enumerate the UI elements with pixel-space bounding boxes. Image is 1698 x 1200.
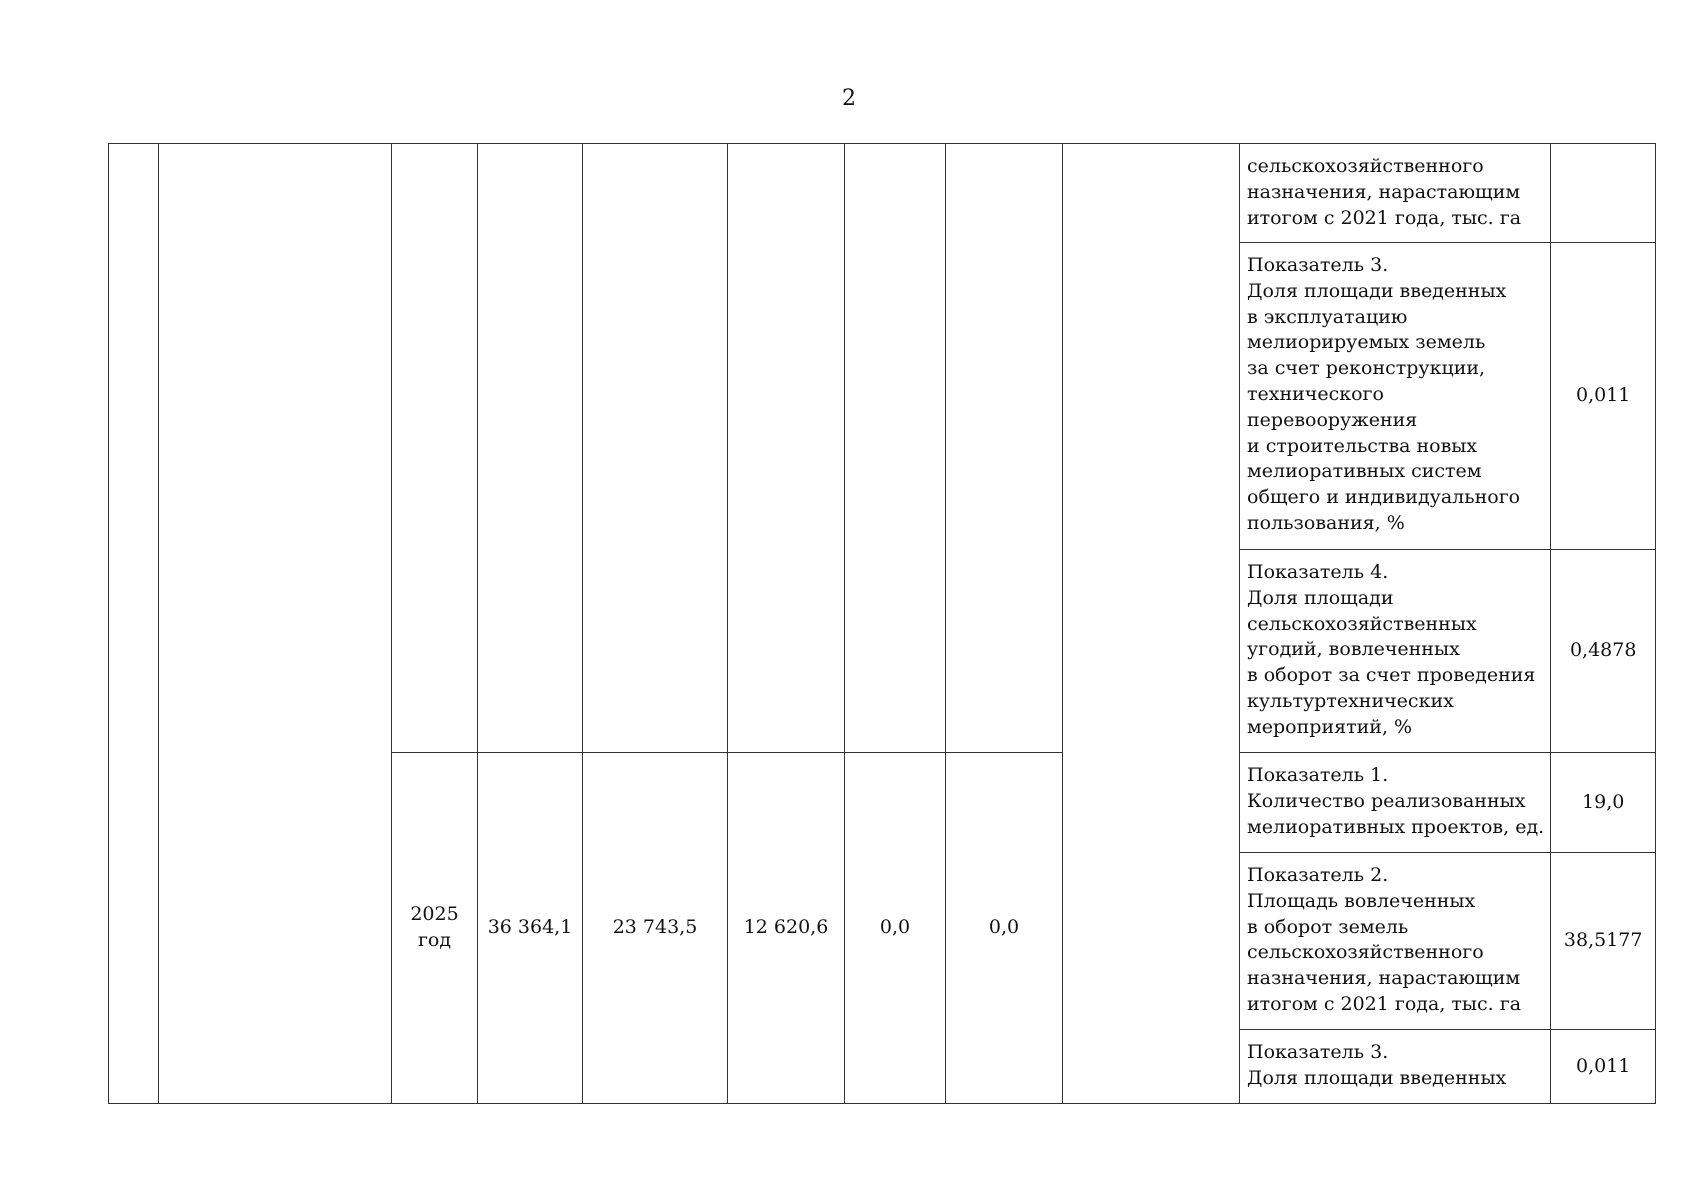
indicator-cell: сельскохозяйственного назначения, нарастающим итогом с 2021 года, тыс. га: [1240, 144, 1551, 243]
indicator-cell: Показатель 1. Количество реализованных мелиоративных проектов, ед.: [1240, 753, 1551, 853]
indicator-value: 0,011: [1551, 1030, 1656, 1104]
indicator-cell: Показатель 3. Доля площади введенных: [1240, 1030, 1551, 1104]
cell-e-prev: [946, 144, 1063, 753]
cell-year-prev: [392, 144, 478, 753]
cell-year-2025: 2025 год: [392, 753, 478, 1104]
cell-total-2025: 36 364,1: [478, 753, 583, 1104]
cell-d-prev: [845, 144, 946, 753]
cell-total-prev: [478, 144, 583, 753]
indicator-value: 0,011: [1551, 243, 1656, 550]
indicator-cell: Показатель 3. Доля площади введенных в эксплуатацию мелиорируемых земель за счет реконструкции, технического перевооружения и строительства новых мелиоративных систем общего и индивидуального пользования, %: [1240, 243, 1551, 550]
page-number: 2: [842, 86, 856, 111]
cell-c-prev: [728, 144, 845, 753]
indicator-cell: Показатель 2. Площадь вовлеченных в оборот земель сельскохозяйственного назначения, нарастающим итогом с 2021 года, тыс. га: [1240, 853, 1551, 1030]
cell-c-2025: 12 620,6: [728, 753, 845, 1104]
program-table: [108, 143, 1656, 1104]
indicator-cell: Показатель 4. Доля площади сельскохозяйственных угодий, вовлеченных в оборот за счет проведения культуртехнических мероприятий, %: [1240, 550, 1551, 753]
indicator-value: 19,0: [1551, 753, 1656, 853]
cell-name: [159, 144, 392, 1104]
indicator-value: [1551, 144, 1656, 243]
cell-e-2025: 0,0: [946, 753, 1063, 1104]
cell-executor: [1063, 144, 1240, 1104]
indicator-value: 38,5177: [1551, 853, 1656, 1030]
cell-b-prev: [583, 144, 728, 753]
cell-b-2025: 23 743,5: [583, 753, 728, 1104]
table-row: [109, 144, 1656, 243]
cell-d-2025: 0,0: [845, 753, 946, 1104]
indicator-value: 0,4878: [1551, 550, 1656, 753]
cell-number: [109, 144, 159, 1104]
